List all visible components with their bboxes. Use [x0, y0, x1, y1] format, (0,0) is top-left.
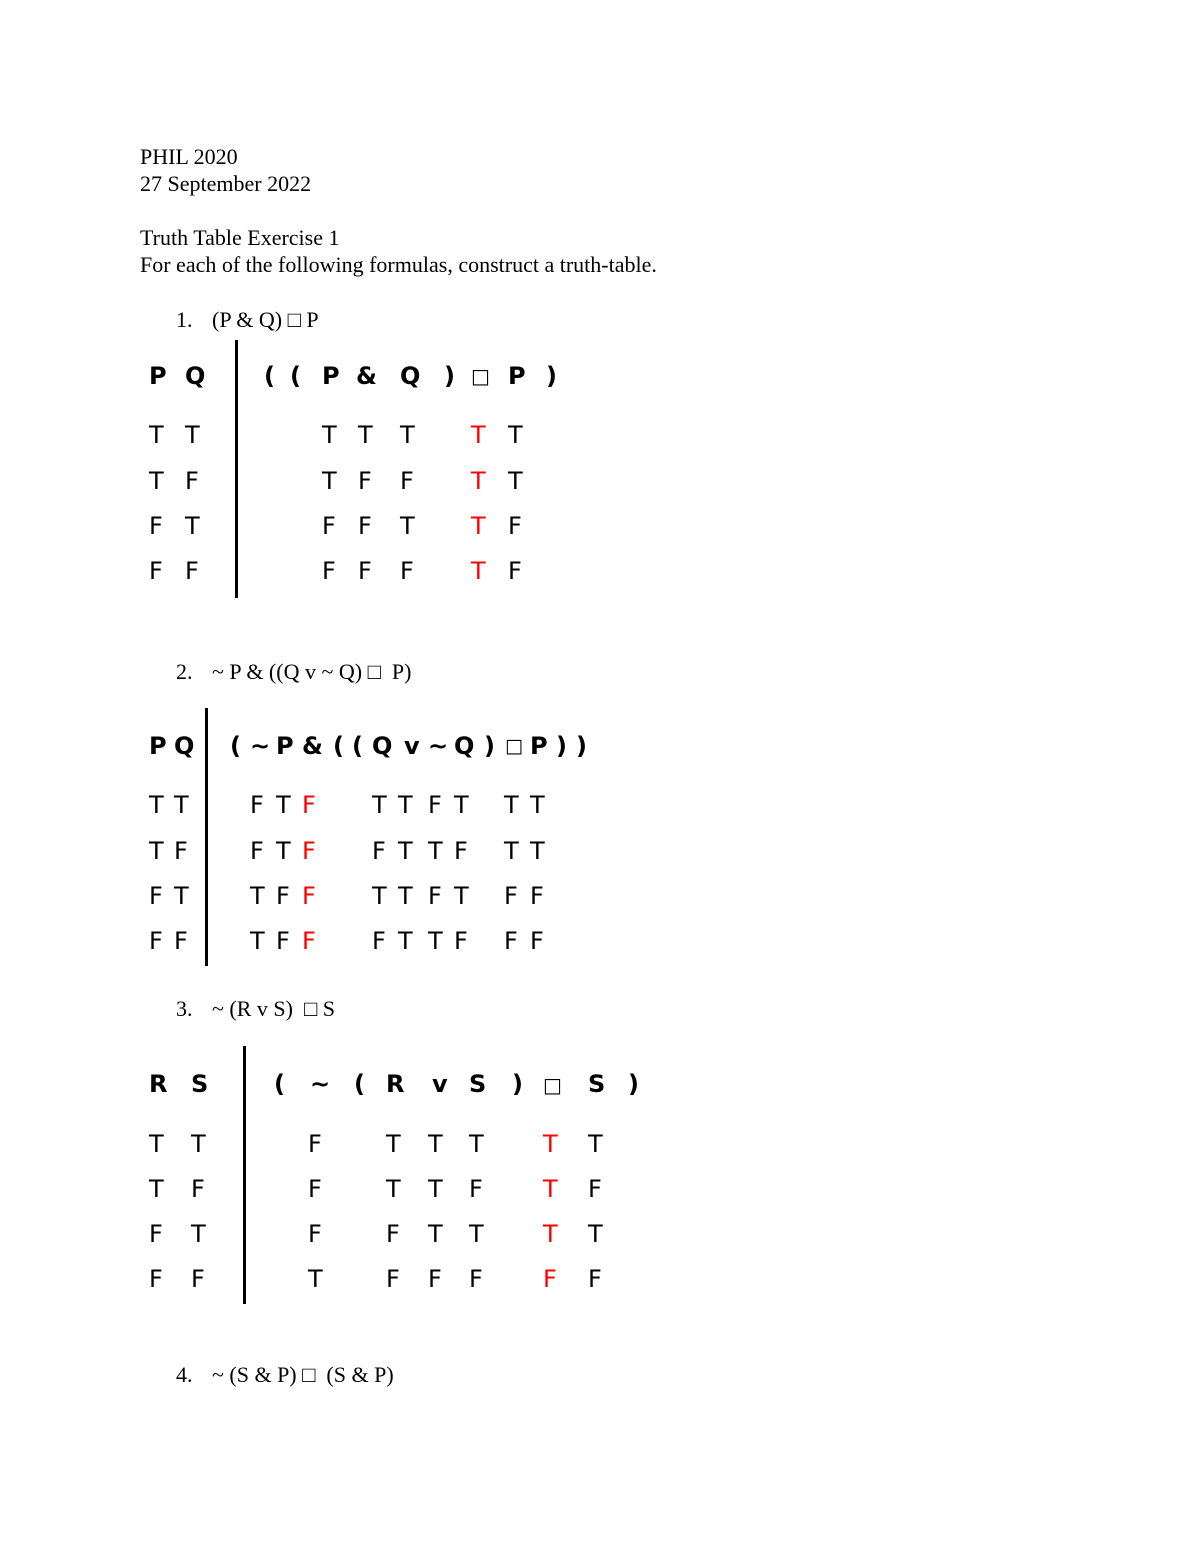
main-connective-value: T: [543, 1175, 558, 1203]
table-cell: T: [428, 1220, 443, 1248]
main-connective-value: F: [302, 791, 316, 819]
table-2-formula-token: P: [530, 732, 548, 760]
table-3-divider: [243, 1046, 246, 1304]
table-cell: T: [508, 421, 523, 449]
table-3-formula-token: (: [354, 1070, 365, 1098]
table-cell: T: [149, 1175, 164, 1203]
table-cell: F: [504, 882, 518, 910]
table-1-formula-token: Q: [400, 362, 421, 390]
table-cell: T: [454, 791, 469, 819]
table-cell: F: [358, 557, 372, 585]
table-cell: F: [174, 837, 188, 865]
course-code: PHIL 2020: [140, 144, 238, 169]
table-cell: F: [454, 927, 468, 955]
table-cell: F: [185, 467, 199, 495]
table-cell: T: [149, 791, 164, 819]
instructions: For each of the following formulas, construct a truth-table.: [140, 252, 657, 277]
table-cell: F: [308, 1220, 322, 1248]
main-connective-value: F: [302, 882, 316, 910]
table-cell: F: [469, 1265, 483, 1293]
table-1-formula-token: P: [508, 362, 526, 390]
table-2-formula-token: (: [230, 732, 241, 760]
table-cell: F: [428, 791, 442, 819]
table-2-formula-token: ~: [250, 732, 271, 760]
exercise-2-number: 2.: [176, 659, 193, 684]
table-cell: T: [308, 1265, 323, 1293]
table-1-divider: [235, 340, 238, 598]
table-cell: F: [508, 512, 522, 540]
table-cell: T: [508, 467, 523, 495]
table-cell: F: [358, 512, 372, 540]
table-3-formula-token: ): [512, 1070, 523, 1098]
table-2-formula-token: ~: [428, 732, 449, 760]
exercise-3-formula: ~ (R v S) □ S: [212, 996, 335, 1021]
table-cell: T: [469, 1130, 484, 1158]
table-cell: T: [530, 837, 545, 865]
table-2-divider: [205, 708, 208, 966]
table-cell: T: [428, 1175, 443, 1203]
table-cell: F: [530, 882, 544, 910]
table-cell: T: [322, 467, 337, 495]
table-1-formula-token: P: [322, 362, 340, 390]
table-1-var-header: Q: [185, 362, 206, 390]
table-1-formula-token: &: [356, 362, 377, 390]
table-cell: T: [588, 1220, 603, 1248]
table-cell: T: [322, 421, 337, 449]
table-cell: F: [174, 927, 188, 955]
table-cell: T: [250, 882, 265, 910]
table-1-formula-token: (: [290, 362, 301, 390]
table-cell: F: [469, 1175, 483, 1203]
table-cell: F: [276, 927, 290, 955]
table-cell: F: [149, 1265, 163, 1293]
table-cell: F: [428, 1265, 442, 1293]
table-cell: F: [191, 1265, 205, 1293]
table-cell: T: [174, 791, 189, 819]
table-cell: F: [400, 557, 414, 585]
table-cell: T: [149, 467, 164, 495]
table-cell: F: [428, 882, 442, 910]
table-cell: F: [322, 512, 336, 540]
table-cell: T: [588, 1130, 603, 1158]
table-cell: T: [372, 791, 387, 819]
table-cell: F: [308, 1130, 322, 1158]
main-connective-value: T: [471, 557, 486, 585]
table-cell: F: [504, 927, 518, 955]
table-2-formula-token: &: [302, 732, 323, 760]
table-3-formula-token: S: [469, 1070, 487, 1098]
exercise-4-formula: ~ (S & P) □ (S & P): [212, 1362, 394, 1387]
table-2-formula-token: P: [276, 732, 294, 760]
table-cell: T: [386, 1175, 401, 1203]
table-cell: F: [400, 467, 414, 495]
table-cell: T: [398, 927, 413, 955]
exercise-4-number: 4.: [176, 1362, 193, 1387]
table-cell: F: [508, 557, 522, 585]
table-cell: F: [372, 927, 386, 955]
table-2-formula-token: ): [484, 732, 495, 760]
table-cell: T: [530, 791, 545, 819]
table-cell: F: [191, 1175, 205, 1203]
table-cell: T: [149, 1130, 164, 1158]
table-2-formula-token: (: [333, 732, 344, 760]
table-cell: F: [149, 512, 163, 540]
table-cell: T: [398, 837, 413, 865]
table-cell: F: [588, 1265, 602, 1293]
table-cell: T: [191, 1130, 206, 1158]
table-2-formula-token: Q: [454, 732, 475, 760]
table-2-var-header: Q: [174, 732, 195, 760]
table-3-var-header: R: [149, 1070, 168, 1098]
table-cell: T: [276, 837, 291, 865]
table-cell: T: [185, 512, 200, 540]
table-cell: T: [174, 882, 189, 910]
table-3-formula-token: R: [386, 1070, 405, 1098]
table-2-formula-token: v: [404, 732, 420, 760]
table-cell: T: [504, 837, 519, 865]
table-cell: T: [191, 1220, 206, 1248]
table-3-formula-token: ): [628, 1070, 639, 1098]
table-cell: F: [530, 927, 544, 955]
table-cell: T: [428, 1130, 443, 1158]
table-3-formula-token: S: [588, 1070, 606, 1098]
conditional-symbol: □: [505, 735, 523, 757]
table-cell: F: [358, 467, 372, 495]
table-3-var-header: S: [191, 1070, 209, 1098]
table-cell: T: [149, 421, 164, 449]
table-cell: F: [276, 882, 290, 910]
table-2-var-header: P: [149, 732, 167, 760]
table-1-var-header: P: [149, 362, 167, 390]
main-connective-value: F: [302, 837, 316, 865]
table-cell: T: [400, 421, 415, 449]
table-cell: F: [372, 837, 386, 865]
table-cell: T: [276, 791, 291, 819]
table-3-formula-token: (: [274, 1070, 285, 1098]
table-cell: T: [428, 837, 443, 865]
table-cell: F: [250, 791, 264, 819]
table-cell: T: [469, 1220, 484, 1248]
table-cell: F: [250, 837, 264, 865]
table-cell: F: [149, 927, 163, 955]
table-2-formula-token: ): [556, 732, 567, 760]
table-1-formula-token: ): [546, 362, 557, 390]
table-cell: F: [149, 557, 163, 585]
table-cell: T: [504, 791, 519, 819]
table-cell: T: [428, 927, 443, 955]
main-connective-value: T: [543, 1130, 558, 1158]
table-cell: T: [398, 791, 413, 819]
conditional-symbol: □: [543, 1073, 562, 1097]
table-1-formula-token: ): [444, 362, 455, 390]
table-cell: T: [358, 421, 373, 449]
exercise-2-formula: ~ P & ((Q v ~ Q) □ P): [212, 659, 412, 684]
table-2-formula-token: Q: [372, 732, 393, 760]
table-2-formula-token: ): [576, 732, 587, 760]
main-connective-value: T: [471, 512, 486, 540]
table-3-formula-token: ~: [310, 1070, 331, 1098]
table-cell: F: [386, 1265, 400, 1293]
table-cell: F: [185, 557, 199, 585]
table-cell: T: [400, 512, 415, 540]
conditional-symbol: □: [471, 364, 490, 388]
table-cell: F: [386, 1220, 400, 1248]
exercise-1-number: 1.: [176, 307, 193, 332]
table-cell: T: [398, 882, 413, 910]
document-date: 27 September 2022: [140, 171, 312, 196]
table-cell: T: [250, 927, 265, 955]
table-cell: T: [454, 882, 469, 910]
main-connective-value: T: [543, 1220, 558, 1248]
table-cell: F: [454, 837, 468, 865]
exercise-1-formula: (P & Q) □ P: [212, 307, 319, 332]
table-3-formula-token: v: [432, 1070, 448, 1098]
main-connective-value: T: [471, 421, 486, 449]
table-cell: F: [149, 1220, 163, 1248]
main-connective-value: F: [543, 1265, 557, 1293]
exercise-title: Truth Table Exercise 1: [140, 225, 340, 250]
table-cell: T: [149, 837, 164, 865]
table-cell: T: [386, 1130, 401, 1158]
exercise-3-number: 3.: [176, 996, 193, 1021]
table-cell: T: [185, 421, 200, 449]
table-1-formula-token: (: [264, 362, 275, 390]
main-connective-value: F: [302, 927, 316, 955]
table-cell: F: [588, 1175, 602, 1203]
main-connective-value: T: [471, 467, 486, 495]
table-cell: F: [308, 1175, 322, 1203]
table-cell: F: [149, 882, 163, 910]
table-cell: T: [372, 882, 387, 910]
table-cell: F: [322, 557, 336, 585]
table-2-formula-token: (: [352, 732, 363, 760]
